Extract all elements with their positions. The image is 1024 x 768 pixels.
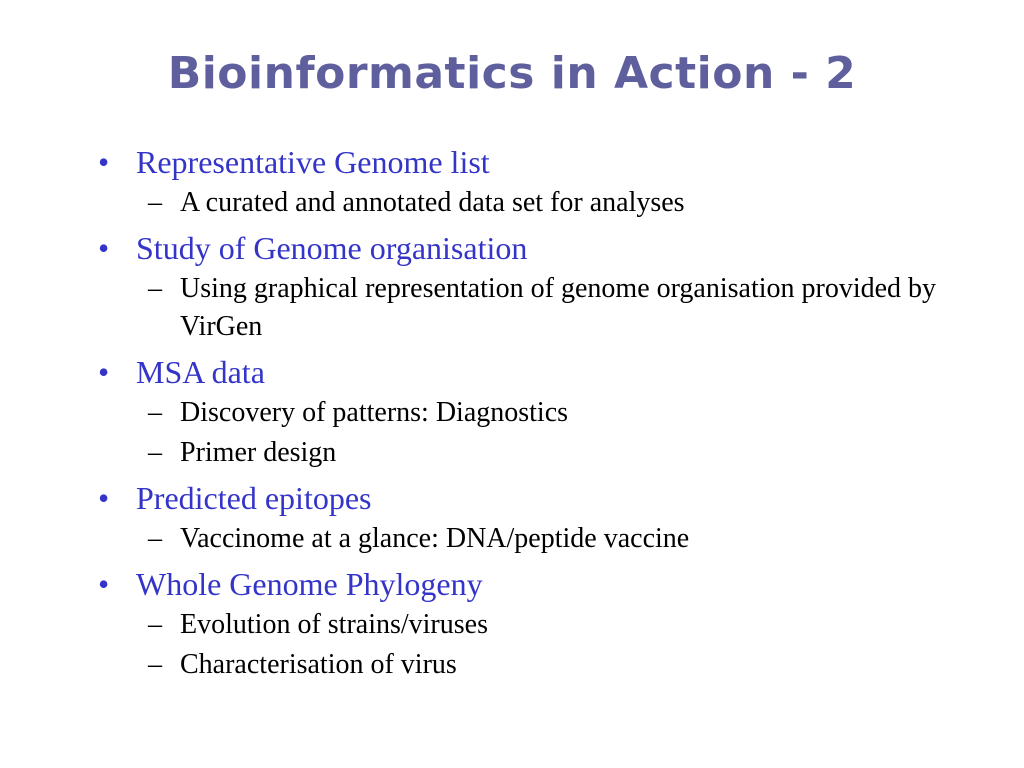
dash-icon: – bbox=[148, 397, 162, 428]
sub-item bbox=[98, 646, 978, 684]
sub-label: Characterisation of virus bbox=[180, 649, 457, 680]
dash-icon: – bbox=[148, 649, 162, 680]
dash-icon: – bbox=[148, 523, 162, 554]
sub-item bbox=[98, 270, 978, 346]
dash-icon: – bbox=[148, 273, 162, 304]
bullet-item bbox=[98, 564, 978, 604]
sub-item bbox=[98, 520, 978, 558]
bullet-dot-icon: • bbox=[98, 230, 110, 266]
sub-label: Using graphical representation of genome organisation provided by VirGen bbox=[180, 273, 937, 342]
sub-label: A curated and annotated data set for analyses bbox=[180, 187, 685, 218]
sub-item bbox=[98, 184, 978, 222]
bullet-dot-icon: • bbox=[98, 144, 110, 180]
bullet-dot-icon: • bbox=[98, 354, 110, 390]
slide-title: Bioinformatics in Action - 2 bbox=[167, 48, 857, 99]
sub-label: Primer design bbox=[180, 437, 337, 468]
bullet-label: MSA data bbox=[136, 354, 265, 390]
sub-label: Vaccinome at a glance: DNA/peptide vaccine bbox=[180, 523, 690, 554]
sub-item bbox=[98, 434, 978, 472]
sub-item bbox=[98, 606, 978, 644]
bullet-item bbox=[98, 142, 978, 182]
bullet-label: Study of Genome organisation bbox=[136, 230, 528, 266]
bullet-label: Whole Genome Phylogeny bbox=[136, 566, 483, 602]
bullet-label: Representative Genome list bbox=[136, 144, 490, 180]
bullet-dot-icon: • bbox=[98, 566, 110, 602]
dash-icon: – bbox=[148, 437, 162, 468]
sub-label: Discovery of patterns: Diagnostics bbox=[180, 397, 569, 428]
bullet-item bbox=[98, 352, 978, 392]
bullet-item bbox=[98, 228, 978, 268]
bullet-label: Predicted epitopes bbox=[136, 480, 372, 516]
sub-item bbox=[98, 394, 978, 432]
dash-icon: – bbox=[148, 609, 162, 640]
bullet-item bbox=[98, 478, 978, 518]
bullet-dot-icon: • bbox=[98, 480, 110, 516]
dash-icon: – bbox=[148, 187, 162, 218]
bullet-list bbox=[98, 142, 978, 684]
sub-label: Evolution of strains/viruses bbox=[180, 609, 488, 640]
